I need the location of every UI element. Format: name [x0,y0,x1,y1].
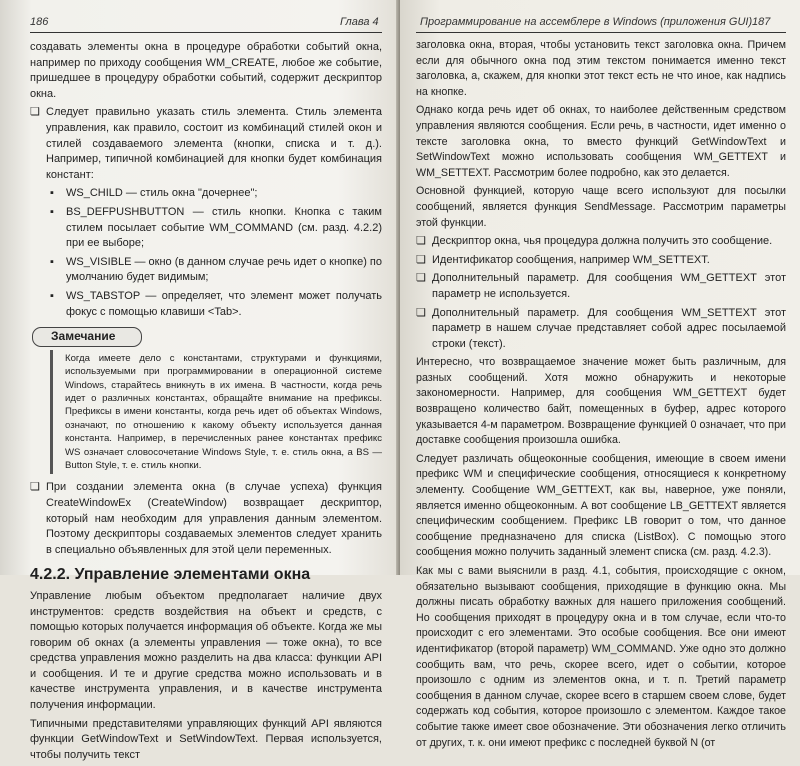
left-header-rule [30,32,382,33]
bullet-text: При создании элемента окна (в случае успеха) функция CreateWindowEx (CreateWindow) возвращает дескриптор, который нам необходим для управления данным элементом. Поэтому дескрипторы создаваемых элементов следует хранить в специально объявленных для этой цели переменных. [46,481,382,556]
right-page-number: 187 [752,16,771,28]
left-page-body [30,40,382,766]
bullet-marker-icon: ❏ [30,106,40,119]
paragraph: Типичными представителями управляющих функций API являются функции GetWindowText и SetWindowText. Первая используется, чтобы получить текст [30,717,382,761]
bullet-item [416,234,786,250]
bullet-marker-icon: ❏ [416,235,426,248]
bullet-text: WS_CHILD — стиль окна "дочернее"; [66,187,258,200]
bullet-text: WS_TABSTOP — определяет, что элемент может получать фокус с помощью клавиши <Tab>. [66,289,382,318]
paragraph: Интересно, что возвращаемое значение может быть различным, для разных сообщений. Хотя можно обнаружить и некоторые закономерности. Например, для сообщения WM_GETTEXT будет возвращено количество байт, помещенных в буфер, адрес которого указывается 4-м параметром. Возвращение функцией 0 означает, что при доставке сообщения произошла ошибка. [416,356,786,447]
bullet-text: Дескриптор окна, чья процедура должна получить это сообщение. [432,235,773,248]
bullet-marker-icon: ▪ [50,187,54,200]
bullet-item [416,271,786,302]
section-heading: 4.2.2. Управление элементами окна [30,566,311,584]
paragraph: Управление любым объектом предполагает наличие двух инструментов: средств воздействия на объект и средств, с помощью которых получается информация об объекте. Когда же мы говорим об окнах (а элементы управления — тоже окна), то все средства управления можно разделить на два класса: функции API и сообщения. И те и другие средства можно использовать и в качестве инструмента управления, и в качестве инструмента получения информации. [30,589,382,712]
sub-bullet-item [30,255,382,286]
sub-bullet-item [30,205,382,252]
sub-bullet-item [30,289,382,320]
bullet-text: Дополнительный параметр. Для сообщения WM_SETTEXT этот параметр в нашем случае представляет собой адрес посылаемой строки (текст). [432,306,786,350]
bullet-marker-icon: ❏ [416,306,426,319]
paragraph: Основной функцией, которую чаще всего используют для посылки сообщений, является функция SendMessage. Рассмотрим параметры этой функции. [416,185,786,229]
bullet-text: Идентификатор сообщения, например WM_SETTEXT. [432,253,710,266]
bullet-text: WS_VISIBLE — окно (в данном случае речь идет о кнопке) по умолчанию будет видимым; [66,255,382,284]
bullet-item [416,253,786,269]
bullet-item [416,306,786,353]
bullet-marker-icon: ▪ [50,205,54,218]
bullet-marker-icon: ▪ [50,255,54,268]
left-running-head: Глава 4 [340,16,379,28]
paragraph: Однако когда речь идет об окнах, то наиболее действенным средством управления являются сообщения. Если речь, в частности, идет именно о тексте заголовка окна, то вместо функций GetWindowText и SetWindowText можно использовать сообщения WM_GETTEXT и WM_SETTEXT. Рассмотрим более подробно, как это делается. [416,104,786,179]
paragraph: Следует различать общеоконные сообщения, имеющие в своем имени префикс WM и специфические сообщения, относящиеся к конкретному элементу. Сообщение WM_GETTEXT, как вы, наверное, уже поняли, является именно общеоконным. А вот сообщение LB_GETTEXT является специфическим сообщением. Префикс LB говорит о том, что данное сообщение предназначено для списка (ListBox). С помощью этого сообщения можно получить заданный элемент списка (см. разд. 4.2.3). [416,452,786,559]
paragraph: заголовка окна, вторая, чтобы установить текст заголовка окна. Причем если для обычного окна под этим текстом понимается именно текст заголовка, а, скажем, для кнопки этот текст есть не что иное, как надпись на кнопке. [416,39,786,98]
note-title: Замечание [32,327,142,347]
right-page [400,0,800,749]
left-page-number: 186 [30,16,49,28]
bullet-marker-icon: ▪ [50,289,54,302]
bullet-item [30,105,382,183]
bullet-marker-icon: ❏ [416,272,426,285]
note-text: Когда имеете дело с константами, структурами и функциями, используемыми при программировании в операционной системе Windows, старайтесь вникнуть в их имена. В частности, когда речь идет о различных константах, обращайте внимание на префиксы. Префиксы в имени константы, когда речь идет об объектах Windows, означают, по отношению к какому объекту используется данная константа. Например, в перечисленных ранее константах префикс WS означает словосочетание Windows Style, т. е. стиль окна, а BS — Button Style, т. е. стиль кнопки. [50,350,382,475]
bullet-text: BS_DEFPUSHBUTTON — стиль кнопки. Кнопка с таким стилем посылает событие WM_COMMAND (см. разд. 4.2.2) при ее выборе; [66,205,382,250]
bullet-marker-icon: ❏ [30,481,40,494]
bullet-text: Дополнительный параметр. Для сообщения WM_GETTEXT этот параметр не используется. [432,272,786,300]
paragraph: Как мы с вами выяснили в разд. 4.1, события, происходящие с окном, обязательно вызывают сообщения, приходящие в функцию окна. Мы должны писать обработку важных для нашего приложения сообщений. Но сообщения приходят в процедуру окна и в том случае, если что-то происходит с его элементами. Это особые сообщения. Все они имеют идентификатор (второй параметр) WM_COMMAND. Уже одно это должно сообщить вам, что речь, скорее всего, идет о событии, которое произошло с одним из элементов окна, и т. п. Третий параметр сообщения в данном случае, скорее всего в старшем своем слове, будет содержать код события, которое произошло с элементом. Каждое такое событие также имеет свое обозначение. Эти обозначения легко отличить от других, т. к. они имеют префикс с последней буквой N (от [416,565,786,749]
right-header-rule [416,32,786,33]
right-page-body [416,38,786,754]
right-running-head: Программирование на ассемблере в Windows (приложения GUI) [420,16,753,28]
left-page [0,0,398,761]
sub-bullet-item [30,186,382,202]
bullet-text: Следует правильно указать стиль элемента. Стиль элемента управления, как правило, состоит из комбинаций стилей окон и стилей создаваемого элемента (кнопки, списка и т. д.). Например, типичной комбинацией для кнопки будет комбинация констант: [46,106,382,181]
bullet-item [30,480,382,558]
bullet-marker-icon: ❏ [416,253,426,266]
paragraph: создавать элементы окна в процедуре обработки событий окна, например по приходу сообщения WM_CREATE, любое же событие, пришедшее в процедуру обработки событий, содержит дескриптор окна. [30,41,382,100]
